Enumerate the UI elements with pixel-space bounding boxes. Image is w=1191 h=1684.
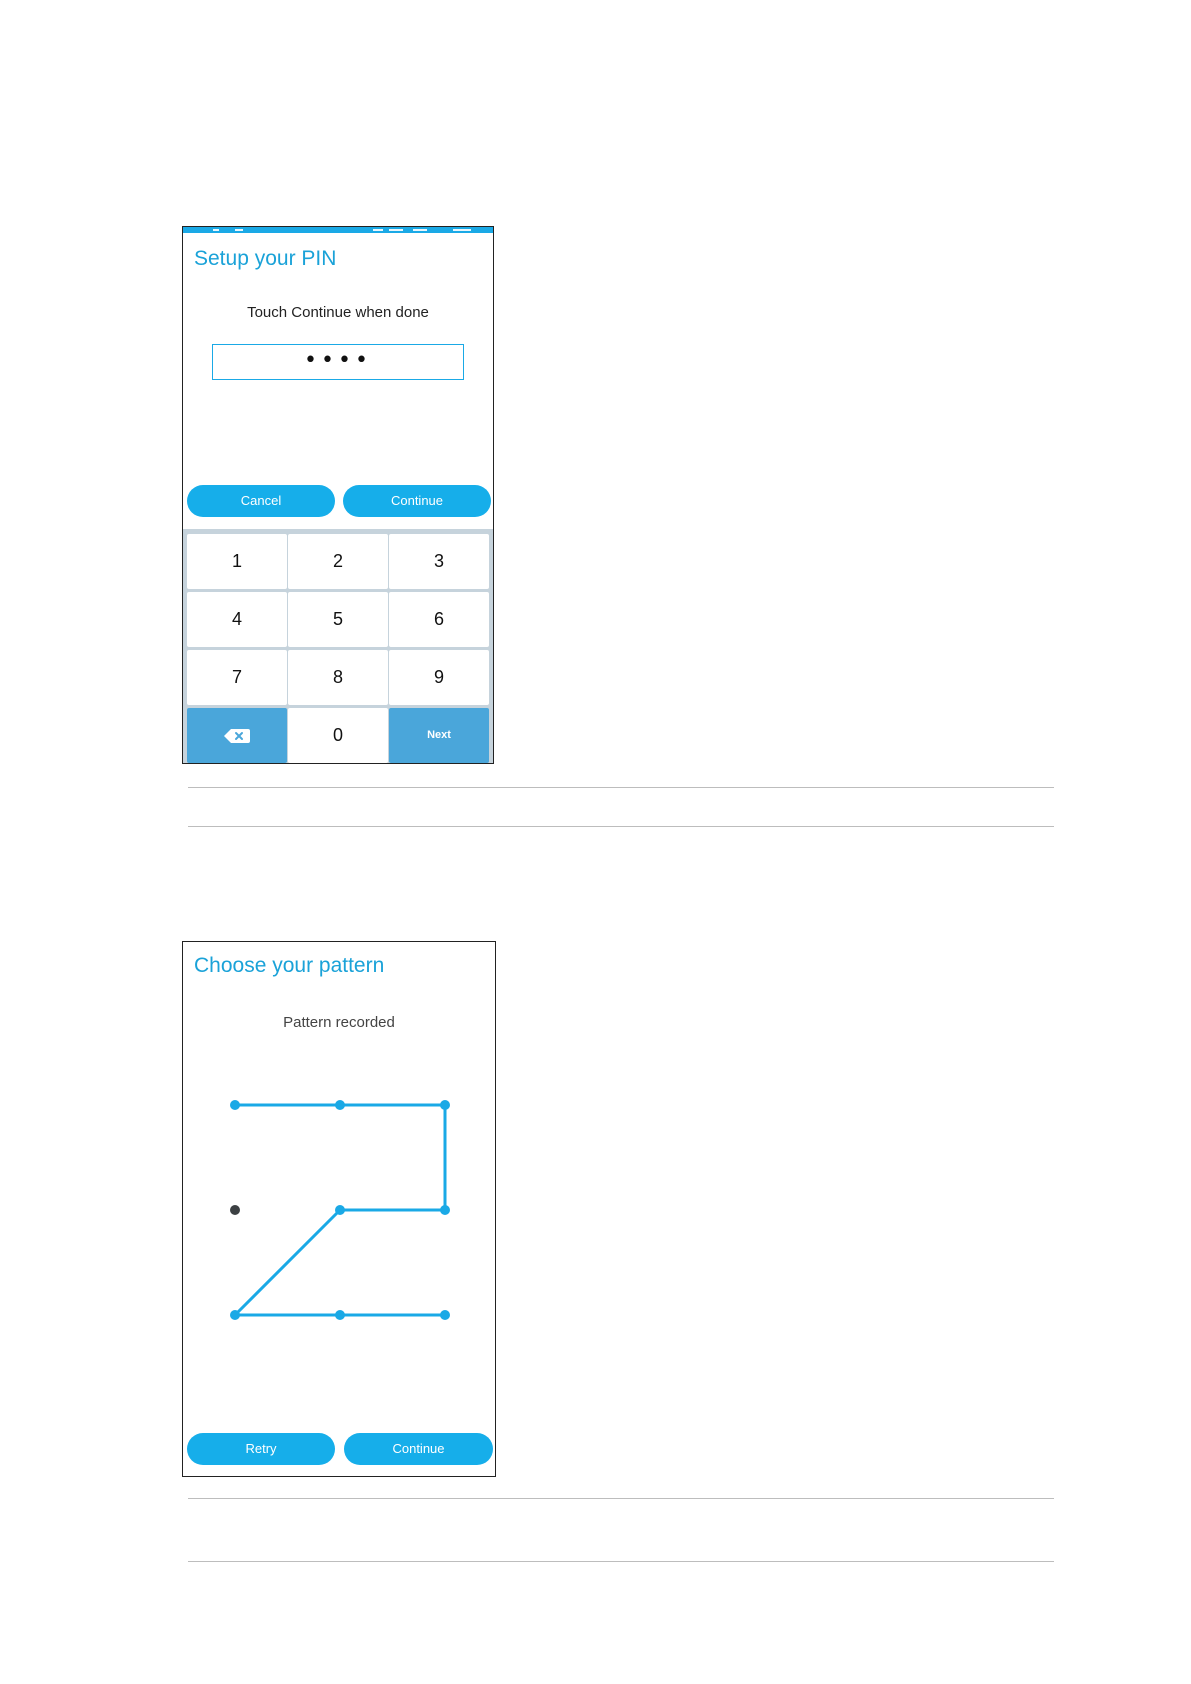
continue-button[interactable]: Continue [344, 1433, 493, 1465]
key-3[interactable]: 3 [389, 534, 489, 589]
notification-icon [213, 229, 219, 231]
notification-icon [235, 229, 243, 231]
numeric-keypad [183, 529, 493, 764]
status-bar [183, 227, 493, 233]
wifi-icon [373, 229, 383, 231]
signal-icon [389, 229, 403, 231]
pin-setup-screen [182, 226, 494, 764]
retry-button[interactable]: Retry [187, 1433, 335, 1465]
pattern-dot-selected[interactable] [440, 1310, 450, 1320]
divider [188, 826, 1054, 827]
key-8[interactable]: 8 [288, 650, 388, 705]
key-2[interactable]: 2 [288, 534, 388, 589]
backspace-key[interactable] [187, 708, 287, 763]
key-0[interactable]: 0 [288, 708, 388, 763]
pattern-dot-selected[interactable] [440, 1100, 450, 1110]
page-title: Setup your PIN [194, 247, 337, 270]
pattern-dot-unselected[interactable] [230, 1205, 240, 1215]
key-5[interactable]: 5 [288, 592, 388, 647]
divider [188, 787, 1054, 788]
key-7[interactable]: 7 [187, 650, 287, 705]
continue-button[interactable]: Continue [343, 485, 491, 517]
key-1[interactable]: 1 [187, 534, 287, 589]
battery-icon [413, 229, 427, 231]
pattern-dot-selected[interactable] [335, 1100, 345, 1110]
key-9[interactable]: 9 [389, 650, 489, 705]
pattern-dot-selected[interactable] [335, 1205, 345, 1215]
key-4[interactable]: 4 [187, 592, 287, 647]
pattern-setup-screen [182, 941, 496, 1477]
pin-input[interactable]: •••• [212, 344, 464, 380]
divider [188, 1498, 1054, 1499]
clock [453, 229, 471, 231]
pattern-dot-selected[interactable] [440, 1205, 450, 1215]
divider [188, 1561, 1054, 1562]
pin-instruction: Touch Continue when done [247, 304, 429, 321]
next-key[interactable]: Next [389, 708, 489, 763]
key-6[interactable]: 6 [389, 592, 489, 647]
pattern-status: Pattern recorded [283, 1014, 395, 1031]
backspace-icon [224, 729, 250, 743]
pattern-grid[interactable] [183, 942, 495, 1476]
pattern-dot-selected[interactable] [230, 1310, 240, 1320]
pattern-dot-selected[interactable] [335, 1310, 345, 1320]
cancel-button[interactable]: Cancel [187, 485, 335, 517]
pattern-dot-selected[interactable] [230, 1100, 240, 1110]
page-title: Choose your pattern [194, 954, 385, 977]
